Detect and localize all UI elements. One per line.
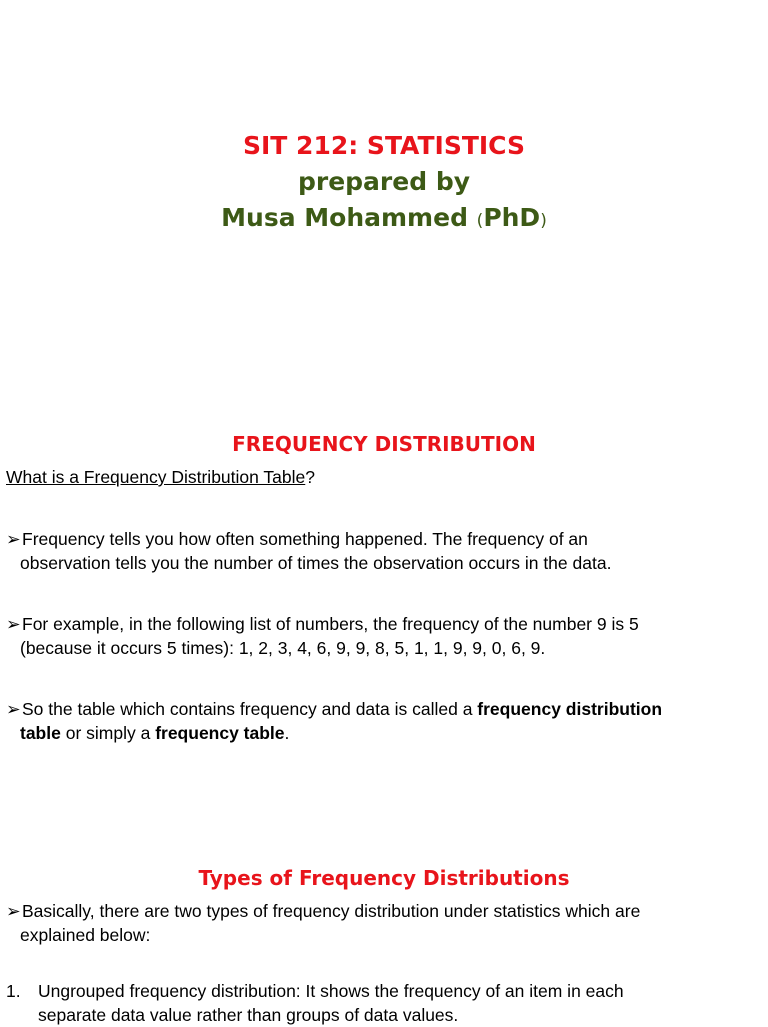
bullet-text: .: [284, 723, 290, 743]
bold-term: frequency distribution: [477, 699, 663, 719]
bullet-frequency-example: [6, 612, 764, 660]
item-number: 1.: [6, 981, 21, 1001]
question-link[interactable]: What is a Frequency Distribution Table: [6, 467, 306, 487]
bullet-line: Frequency tells you how often something happened. The frequency of an: [22, 529, 588, 549]
bullet-line: explained below:: [20, 925, 151, 945]
bullet-line: (because it occurs 5 times): 1, 2, 3, 4, 6, 9, 9, 8, 5, 1, 1, 9, 9, 0, 6, 9.: [20, 638, 546, 658]
bullet-line: [6, 721, 764, 745]
paren-open: (: [476, 211, 484, 231]
bold-term: frequency table: [155, 723, 285, 743]
item-line: Ungrouped frequency distribution: It shows the frequency of an item in each: [38, 981, 624, 1001]
author-degree: PhD: [483, 203, 541, 232]
bullet-frequency-table: [6, 697, 764, 745]
arrow-bullet-icon: ➢: [6, 614, 21, 634]
question-mark: ?: [305, 467, 315, 487]
numbered-item-ungrouped: [6, 979, 764, 1027]
section-heading-types: Types of Frequency Distributions: [198, 866, 570, 890]
paren-close: ): [540, 211, 547, 231]
arrow-bullet-icon: ➢: [6, 529, 21, 549]
bullet-line: So the table which contains frequency and data is called a: [22, 699, 478, 719]
bullet-line: For example, in the following list of numbers, the frequency of the number 9 is 5: [22, 614, 639, 634]
prepared-by-label: prepared by: [297, 167, 471, 196]
bullet-line: Basically, there are two types of frequency distribution under statistics which are: [22, 901, 641, 921]
section-heading-frequency-distribution: FREQUENCY DISTRIBUTION: [232, 432, 536, 456]
item-line: separate data value rather than groups of data values.: [38, 1005, 459, 1025]
bullet-two-types: [6, 899, 764, 947]
author-name: [0, 200, 768, 239]
author-name-text: Musa Mohammed: [221, 203, 477, 232]
arrow-bullet-icon: ➢: [6, 901, 21, 921]
arrow-bullet-icon: ➢: [6, 699, 21, 719]
bullet-frequency-definition: [6, 527, 764, 575]
bullet-text: or simply a: [60, 723, 156, 743]
bullet-line: observation tells you the number of times the observation occurs in the data.: [20, 553, 612, 573]
bold-term: table: [20, 723, 61, 743]
question-line: [6, 465, 766, 489]
title-block: [0, 128, 768, 239]
course-title: SIT 212: STATISTICS: [242, 131, 525, 160]
